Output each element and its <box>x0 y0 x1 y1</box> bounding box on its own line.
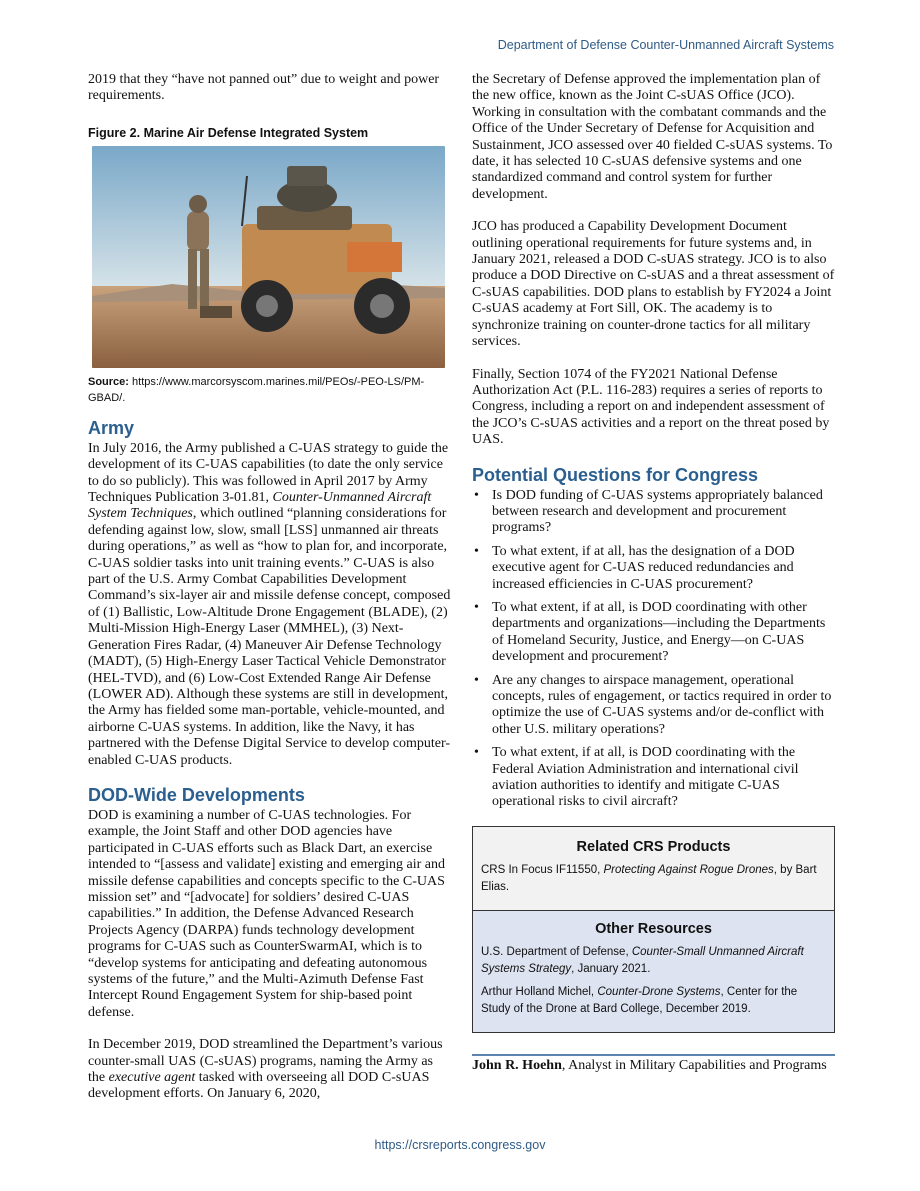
resources-box <box>472 826 835 1033</box>
dod-paragraph-1: DOD is examining a number of C-UAS technologies. For example, the Joint Staff and other DOD agencies have participated in C-UAS efforts such as Black Dart, an exercise intended to “[assess and validate] existing and emerging air and missile defense capabilities and concepts specific to the C-UAS mission set” and “[advocate] for soldiers’ desired C-UAS capabilities.” In addition, the Defense Advanced Research Projects Agency (DARPA) funds technology development programs for C-UAS such as CounterSwarmAI, which is to “develop systems for anticipating and defeating autonomous systems of the future,” and the Multi-Azimuth Defense Fast Intercept Round Engagement System for ship-based point defense. <box>88 807 446 1020</box>
other-resources-heading: Other Resources <box>595 921 712 937</box>
other-resources-section <box>473 911 834 1032</box>
heading-dod-wide: DOD-Wide Developments <box>88 784 305 805</box>
executive-agent-term: executive agent <box>108 1070 196 1086</box>
related-products-section <box>473 827 834 911</box>
list-item: • To what extent, if at all, is DOD coordinating with other departments and organizations—including the Departments of Homeland Security, Justice, and Energy—on C-UAS development and procurement? <box>474 599 826 665</box>
intro-paragraph: 2019 that they “have not panned out” due to weight and power requirements. <box>88 72 440 104</box>
author-role: , Analyst in Military Capabilities and Programs <box>561 1058 827 1073</box>
author-name: John R. Hoehn <box>472 1058 562 1073</box>
questions-list <box>472 488 837 811</box>
resource-item: Arthur Holland Michel, Counter-Drone Systems, Center for the Study of the Drone at Bard College, December 2019. <box>481 986 798 1015</box>
jco-paragraph-1: the Secretary of Defense approved the implementation plan of the new office, known as the Joint C-sUAS Office (JCO). Working in consultation with the combatant commands and the Office of the Under Secretary of Defense for Acquisition and Sustainment, JCO assessed over 40 fielded C-sUAS systems. To date, it has selected 10 C-sUAS defensive systems and one standardized command and control system for further development. <box>472 72 833 202</box>
heading-potential-questions: Potential Questions for Congress <box>472 464 759 485</box>
footer-url[interactable]: https://crsreports.congress.gov <box>374 1138 546 1152</box>
source-url: https://www.marcorsyscom.marines.mil/PEOs/-PEO-LS/PM-GBAD/. <box>88 375 425 404</box>
source-label: Source: <box>88 375 129 388</box>
list-item: • Is DOD funding of C-UAS systems appropriately balanced between research and development and procurement programs? <box>474 487 823 536</box>
dod-paragraph-2: In December 2019, DOD streamlined the Department’s various counter-small UAS (C-sUAS) programs, naming the Army as the executive agent tasked with overseeing all DOD C-sUAS development efforts. On January 6, 2020, <box>88 1037 443 1102</box>
left-column <box>88 72 453 1119</box>
related-products-heading: Related CRS Products <box>576 839 731 855</box>
list-item: • Are any changes to airspace management, operational concepts, rules of engagement, or tactics required in order to optimize the use of C-UAS systems and/or de-conflict with other U.S. military operations? <box>474 672 832 737</box>
figure-source <box>88 374 453 406</box>
list-item: • To what extent, if at all, is DOD coordinating with the Federal Aviation Administration and international civil aviation authorities to identify and mitigate C-UAS operational risks to civil aircraft? <box>474 745 799 810</box>
running-header: Department of Defense Counter-Unmanned Aircraft Systems <box>497 38 834 52</box>
vehicle-photo <box>92 146 445 368</box>
army-paragraph: In July 2016, the Army published a C-UAS strategy to guide the development of its C-UAS capabilities (to date the only service to do so publicly). This was followed in April 2017 by Army Techniques Publication 3-01.81, Counter-Unmanned Aircraft System Techniques, which outlined “planning considerations for defending against low, slow, small [LSS] unmanned air threats during operations,” as well as “how to plan for, and incorporate, C-UAS soldier tasks into unit training events.” C-UAS is also part of the U.S. Army Combat Capabilities Development Command’s six-layer air and missile defense concept, composed of (1) Ballistic, Low-Altitude Drone Engagement (BLADE), (2) Multi-Mission High-Energy Laser (MMHEL), (3) Next-Generation Fires Radar, (4) Maneuver Air Defense Technology (MADT), (5) High-Energy Laser Tactical Vehicle Demonstrator (HEL-TVD), and (6) Low-Cost Extended Range Air Defense (LOWER AD). Although these systems are still in development, the Army has fielded some man-portable, vehicle-mounted, and airborne C-UAS systems. In addition, like the Navy, it has partnered with the Defense Digital Service to develop computer-enabled C-UAS products. <box>88 440 451 768</box>
right-column <box>472 72 837 818</box>
heading-army: Army <box>88 417 135 438</box>
resource-item: U.S. Department of Defense, Counter-Small Unmanned Aircraft Systems Strategy, January 2021. <box>481 946 804 975</box>
figure-title: Figure 2. Marine Air Defense Integrated System <box>88 125 369 140</box>
ndaa-paragraph: Finally, Section 1074 of the FY2021 National Defense Authorization Act (P.L. 116-283) requires a series of reports to Congress, including a report on and independent assessment of the JCO’s C-sUAS activities and a report on the threat posed by UAS. <box>472 366 830 448</box>
list-item: • To what extent, if at all, has the designation of a DOD executive agent for C-UAS reduced redundancies and increased efficiencies in C-UAS procurement? <box>474 543 795 592</box>
author-info <box>472 1058 835 1074</box>
figure-image-marine-air-defense-vehicle <box>92 146 445 368</box>
related-product-item: CRS In Focus IF11550, Protecting Against Rogue Drones, by Bart Elias. <box>481 864 817 893</box>
author-divider <box>472 1054 835 1056</box>
army-publication-title: Counter-Unmanned Aircraft System Techniques <box>88 490 432 522</box>
jco-paragraph-2: JCO has produced a Capability Development Document outlining operational requirements for future systems and, in January 2021, released a DOD C-sUAS strategy. JCO is to also produce a DOD Directive on C-sUAS and a threat assessment of C-sUAS capabilities. DOD plans to establish by FY2024 a Joint C-sUAS academy at Fort Sill, OK. The academy is to synchronize training on counter-drone tactics for all military services. <box>472 219 835 350</box>
